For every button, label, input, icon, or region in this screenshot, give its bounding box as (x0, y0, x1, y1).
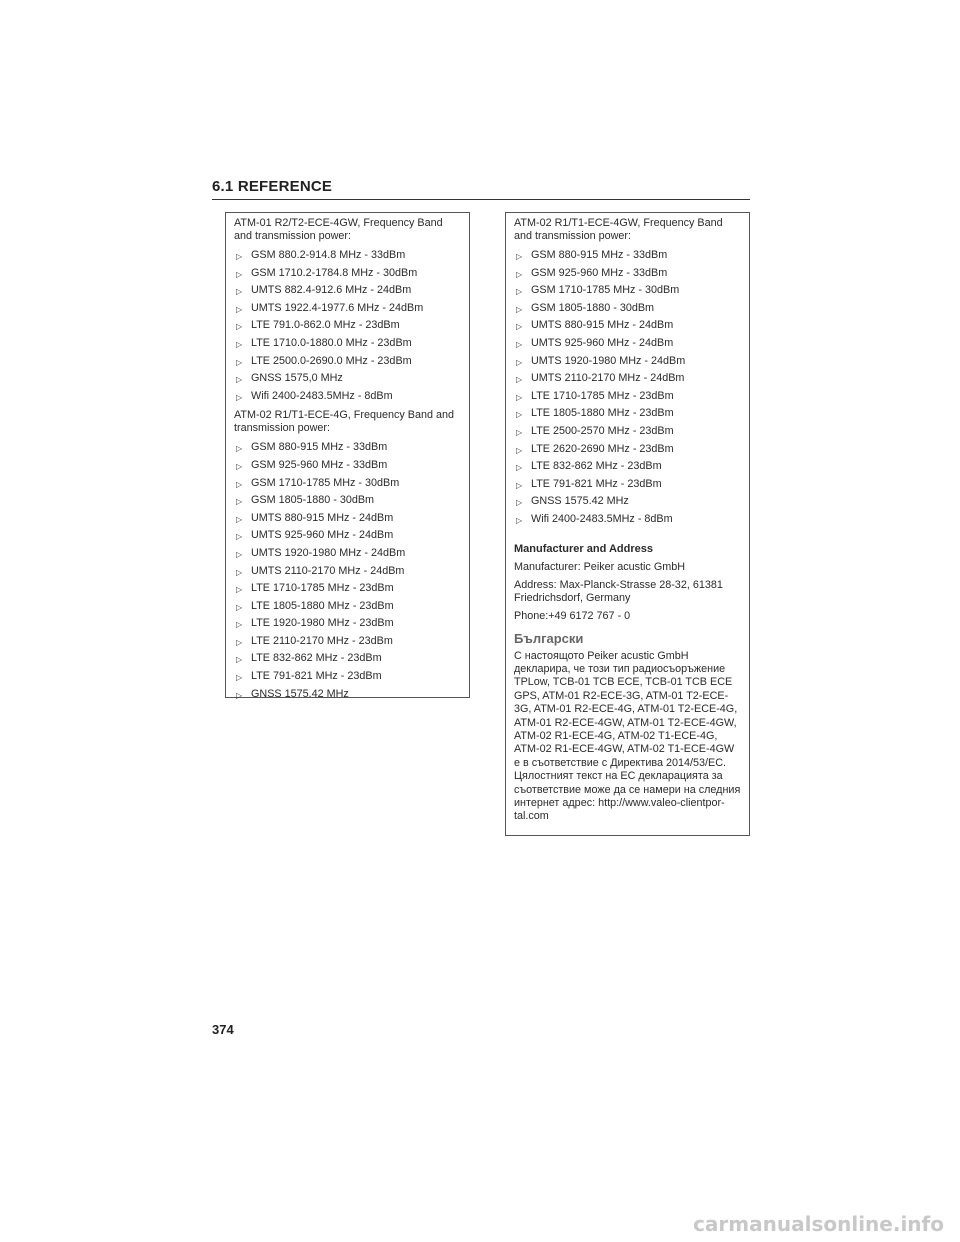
band-text: LTE 1920-1980 MHz - 23dBm (251, 617, 394, 630)
band-list-item (514, 284, 741, 302)
band-text: LTE 2110-2170 MHz - 23dBm (251, 634, 393, 647)
band-list-item (514, 513, 741, 531)
triangle-right-icon: ▷ (236, 269, 243, 279)
triangle-right-icon: ▷ (236, 287, 243, 297)
band-text: GNSS 1575.42 MHz (531, 495, 629, 508)
band-text: GSM 880-915 MHz - 33dBm (531, 249, 668, 261)
right-band-list (514, 249, 741, 531)
band-text: GNSS 1575.42 MHz (251, 687, 349, 700)
band-list-item (234, 302, 461, 320)
triangle-right-icon: ▷ (516, 252, 523, 261)
band-list-item (514, 319, 741, 337)
band-text: GSM 1805-1880 - 30dBm (251, 494, 375, 507)
left-intro-2: ATM-02 R1/T1-ECE-4G, Frequency Band and transmission power: (234, 409, 455, 435)
band-list-item (234, 512, 461, 530)
band-text: LTE 1805-1880 MHz - 23dBm (251, 599, 394, 612)
band-list-item (234, 284, 461, 302)
triangle-right-icon: ▷ (236, 673, 243, 683)
triangle-right-icon: ▷ (516, 498, 523, 508)
triangle-right-icon: ▷ (516, 410, 523, 420)
page-number: 374 (212, 1022, 234, 1037)
band-text: LTE 791-821 MHz - 23dBm (251, 670, 382, 683)
triangle-right-icon: ▷ (236, 357, 243, 367)
triangle-right-icon: ▷ (516, 322, 523, 332)
triangle-right-icon: ▷ (236, 304, 243, 314)
triangle-right-icon: ▷ (236, 549, 243, 559)
band-list-item (234, 635, 461, 653)
band-text: LTE 2620-2690 MHz - 23dBm (531, 442, 674, 455)
band-text: UMTS 880-915 MHz - 24dBm (531, 319, 674, 332)
band-text: LTE 1805-1880 MHz - 23dBm (531, 407, 674, 420)
band-text: UMTS 1920-1980 MHz - 24dBm (531, 354, 686, 367)
triangle-right-icon: ▷ (236, 532, 243, 542)
band-list-item (514, 302, 741, 320)
left-column-box (225, 212, 470, 698)
triangle-right-icon: ▷ (516, 287, 523, 297)
triangle-right-icon: ▷ (236, 602, 243, 612)
band-list-item (234, 565, 461, 583)
band-text: Wifi 2400-2483.5MHz - 8dBm (531, 512, 673, 525)
triangle-right-icon: ▷ (516, 392, 523, 402)
triangle-right-icon: ▷ (236, 461, 243, 471)
band-text: LTE 791.0-862.0 MHz - 23dBm (251, 319, 400, 332)
triangle-right-icon: ▷ (236, 620, 243, 630)
triangle-right-icon: ▷ (236, 322, 243, 332)
band-list-item (234, 355, 461, 373)
band-list-item (514, 478, 741, 496)
band-text: GSM 925-960 MHz - 33dBm (251, 458, 388, 471)
triangle-right-icon: ▷ (236, 637, 243, 647)
band-text: UMTS 1920-1980 MHz - 24dBm (251, 546, 406, 559)
band-list-item (234, 494, 461, 512)
band-list-item (514, 249, 741, 267)
triangle-right-icon: ▷ (516, 515, 523, 525)
band-text: UMTS 2110-2170 MHz - 24dBm (531, 372, 685, 385)
band-list-item (234, 582, 461, 600)
triangle-right-icon: ▷ (236, 690, 243, 700)
band-list-item (514, 443, 741, 461)
band-list-item (514, 337, 741, 355)
triangle-right-icon: ▷ (236, 392, 243, 402)
triangle-right-icon: ▷ (236, 375, 243, 385)
bulgarian-heading: Български (514, 630, 584, 646)
band-list-item (514, 495, 741, 513)
band-list-item (514, 372, 741, 390)
band-list-item (234, 688, 461, 706)
triangle-right-icon: ▷ (516, 445, 523, 455)
band-text: LTE 1710-1785 MHz - 23dBm (251, 582, 394, 595)
band-list-item (234, 600, 461, 618)
band-text: LTE 791-821 MHz - 23dBm (531, 477, 662, 490)
section-header (212, 178, 750, 200)
band-list-item (234, 267, 461, 285)
band-text: LTE 1710.0-1880.0 MHz - 23dBm (251, 336, 412, 349)
band-text: GSM 880-915 MHz - 33dBm (251, 441, 388, 454)
right-intro: ATM-02 R1/T1-ECE-4GW, Frequency Band and transmission power: (514, 217, 723, 242)
band-text: UMTS 880-915 MHz - 24dBm (251, 511, 394, 524)
triangle-right-icon: ▷ (236, 655, 243, 665)
band-text: GSM 925-960 MHz - 33dBm (531, 266, 668, 279)
triangle-right-icon: ▷ (236, 479, 243, 489)
band-text: Wifi 2400-2483.5MHz - 8dBm (251, 389, 393, 402)
band-text: UMTS 1922.4-1977.6 MHz - 24dBm (251, 301, 424, 314)
band-list-item (234, 372, 461, 390)
triangle-right-icon: ▷ (236, 585, 243, 595)
right-column-box (505, 212, 750, 836)
band-text: LTE 832-862 MHz - 23dBm (531, 460, 662, 473)
band-list-item (234, 337, 461, 355)
manufacturer-phone: Phone:+49 6172 767 - 0 (514, 609, 631, 622)
triangle-right-icon: ▷ (236, 444, 243, 454)
band-list-item (234, 459, 461, 477)
bulgarian-declaration: С настоящото Peiker acustic GmbH декларира, че този тип радиосъоръжение TPLow, TCB-01 TCB ECE, TCB-01 TCB ECE GPS, ATM-01 R2-ECE-3G, ATM-01 T2-ECE-3G, ATM-01 R2-ECE-4G, ATM-01 T2-ECE-4G, ATM-01 R2-ECE-4GW, ATM-01 T2-ECE-4GW, ATM-02 R1-ECE-4G, ATM-02 T1-ECE-4G, ATM-02 R1-ECE-4GW, ATM-02 T1-ECE-4GW е в съответствие с Директива 2014/53/ЕС. Цялостният текст на ЕС декларацията за съответствие може да се намери на следния интернет адрес: http://www.valeo-clientpor-tal.com (514, 649, 741, 823)
band-text: UMTS 925-960 MHz - 24dBm (251, 529, 394, 542)
band-text: GNSS 1575,0 MHz (251, 372, 343, 385)
left-band-list-1 (234, 249, 461, 407)
triangle-right-icon: ▷ (516, 427, 523, 437)
triangle-right-icon: ▷ (236, 497, 243, 507)
band-list-item (234, 670, 461, 688)
manufacturer-heading: Manufacturer and Address (514, 542, 653, 555)
band-list-item (234, 441, 461, 459)
band-list-item (514, 355, 741, 373)
band-text: GSM 880.2-914.8 MHz - 33dBm (251, 249, 406, 261)
band-list-item (234, 529, 461, 547)
triangle-right-icon: ▷ (516, 339, 523, 349)
band-list-item (514, 390, 741, 408)
left-intro-1: ATM-01 R2/T2-ECE-4GW, Frequency Band and transmission power: (234, 217, 443, 242)
triangle-right-icon: ▷ (236, 514, 243, 524)
band-list-item (514, 460, 741, 478)
band-text: UMTS 2110-2170 MHz - 24dBm (251, 564, 405, 577)
section-title: 6.1 REFERENCE (212, 178, 333, 195)
band-list-item (514, 425, 741, 443)
band-list-item (234, 652, 461, 670)
band-list-item (234, 617, 461, 635)
band-text: LTE 1710-1785 MHz - 23dBm (531, 389, 674, 402)
watermark: carmanualsonline.info (693, 1212, 944, 1236)
manufacturer-name: Manufacturer: Peiker acustic GmbH (514, 560, 686, 573)
triangle-right-icon: ▷ (516, 357, 523, 367)
triangle-right-icon: ▷ (236, 339, 243, 349)
triangle-right-icon: ▷ (516, 269, 523, 279)
left-band-list-2 (234, 441, 461, 705)
band-text: LTE 2500-2570 MHz - 23dBm (531, 424, 674, 437)
band-text: UMTS 882.4-912.6 MHz - 24dBm (251, 284, 412, 297)
band-list-item (234, 390, 461, 408)
band-list-item (234, 547, 461, 565)
triangle-right-icon: ▷ (516, 463, 523, 473)
band-list-item (514, 267, 741, 285)
band-list-item (234, 477, 461, 495)
triangle-right-icon: ▷ (516, 304, 523, 314)
band-text: LTE 832-862 MHz - 23dBm (251, 652, 382, 665)
band-text: LTE 2500.0-2690.0 MHz - 23dBm (251, 354, 412, 367)
band-list-item (234, 319, 461, 337)
triangle-right-icon: ▷ (516, 375, 523, 385)
triangle-right-icon: ▷ (236, 567, 243, 577)
band-list-item (234, 249, 461, 267)
triangle-right-icon: ▷ (516, 480, 523, 490)
manufacturer-address: Address: Max-Planck-Strasse 28-32, 61381 Friedrichsdorf, Germany (514, 578, 723, 604)
band-text: GSM 1805-1880 - 30dBm (531, 301, 655, 314)
band-text: GSM 1710.2-1784.8 MHz - 30dBm (251, 266, 418, 279)
band-text: UMTS 925-960 MHz - 24dBm (531, 336, 674, 349)
band-text: GSM 1710-1785 MHz - 30dBm (251, 476, 400, 489)
triangle-right-icon: ▷ (236, 252, 243, 261)
band-text: GSM 1710-1785 MHz - 30dBm (531, 284, 680, 297)
band-list-item (514, 407, 741, 425)
